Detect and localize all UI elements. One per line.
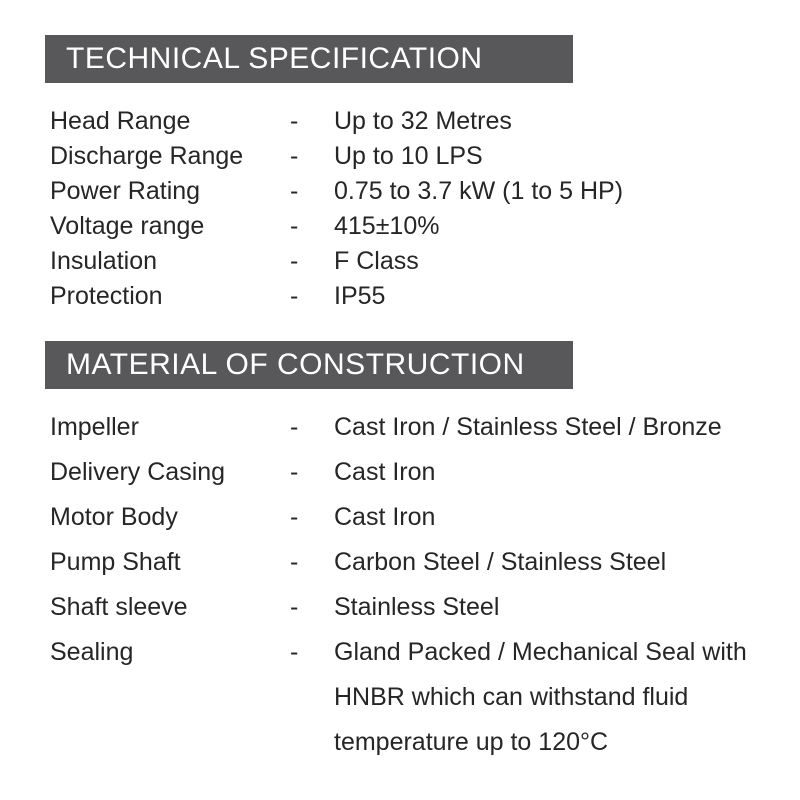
spec-row (50, 540, 800, 585)
spec-value: Gland Packed / Mechanical Seal with HNBR which can withstand fluid temperature up to 120°C (334, 638, 747, 756)
spec-value: Up to 10 LPS (334, 142, 483, 170)
spec-separator: - (290, 212, 299, 240)
spec-separator: - (290, 247, 299, 275)
spec-value: Cast Iron (334, 458, 436, 486)
spec-label: Delivery Casing (50, 458, 226, 486)
spec-separator: - (290, 503, 299, 531)
spec-separator: - (290, 638, 299, 666)
spec-row (50, 495, 800, 540)
spec-row (50, 104, 800, 139)
spec-value: Carbon Steel / Stainless Steel (334, 548, 667, 576)
technical-specification-header-bar (45, 35, 573, 83)
spec-value: Cast Iron (334, 503, 436, 531)
section-title: MATERIAL OF CONSTRUCTION (66, 348, 525, 381)
spec-separator: - (290, 142, 299, 170)
spec-label: Discharge Range (50, 142, 244, 170)
spec-row (50, 585, 800, 630)
material-of-construction-rows (45, 405, 800, 765)
spec-separator: - (290, 177, 299, 205)
spec-label: Shaft sleeve (50, 593, 188, 621)
spec-row (50, 405, 800, 450)
spec-label: Power Rating (50, 177, 201, 205)
spec-label: Head Range (50, 107, 191, 135)
spec-separator: - (290, 413, 299, 441)
spec-label: Sealing (50, 638, 134, 666)
spec-row (50, 450, 800, 495)
spec-row (50, 139, 800, 174)
material-of-construction-header-bar (45, 341, 573, 389)
spec-separator: - (290, 458, 299, 486)
spec-value: IP55 (334, 282, 386, 310)
spec-label: Voltage range (50, 212, 205, 240)
spec-row (50, 209, 800, 244)
spec-row (50, 630, 800, 765)
spec-label: Insulation (50, 247, 158, 275)
spec-separator: - (290, 107, 299, 135)
section-title: TECHNICAL SPECIFICATION (66, 42, 483, 75)
technical-specification-rows (45, 104, 800, 314)
spec-label: Protection (50, 282, 163, 310)
spec-value: 0.75 to 3.7 kW (1 to 5 HP) (334, 177, 624, 205)
spec-label: Motor Body (50, 503, 178, 531)
spec-row (50, 244, 800, 279)
spec-value: Cast Iron / Stainless Steel / Bronze (334, 413, 722, 441)
spec-value: Up to 32 Metres (334, 107, 512, 135)
spec-separator: - (290, 282, 299, 310)
spec-label: Impeller (50, 413, 139, 441)
spec-row (50, 279, 800, 314)
spec-value: Stainless Steel (334, 593, 500, 621)
spec-label: Pump Shaft (50, 548, 181, 576)
spec-value: F Class (334, 247, 419, 275)
spec-separator: - (290, 593, 299, 621)
spec-row (50, 174, 800, 209)
spec-separator: - (290, 548, 299, 576)
spec-value: 415±10% (334, 212, 440, 240)
